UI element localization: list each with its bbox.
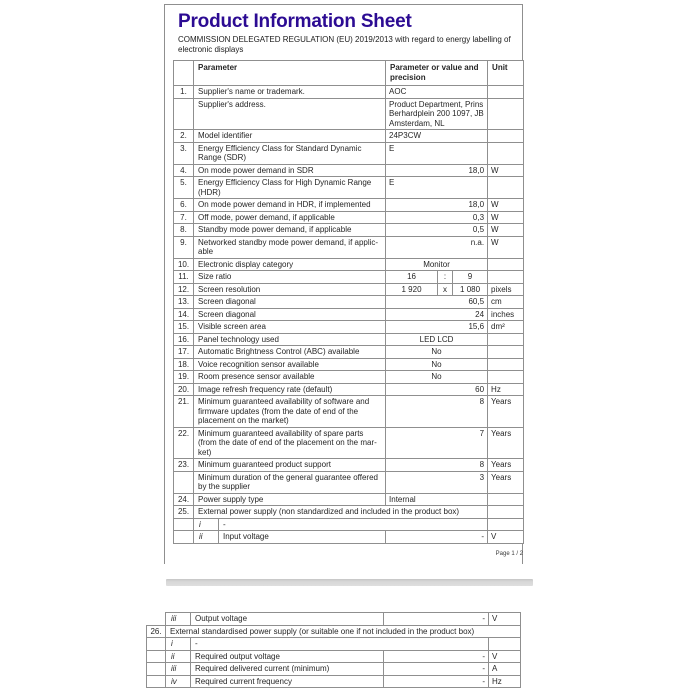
row-label: - <box>219 518 488 531</box>
table-row <box>174 321 524 334</box>
row-unit <box>488 98 524 130</box>
page-number: Page 1 / 2 <box>495 550 523 557</box>
row-value: 60,5 <box>386 296 488 309</box>
row-subindex: iii <box>166 663 191 676</box>
row-value: 8 <box>386 459 488 472</box>
row-number: 21. <box>174 396 194 428</box>
row-number <box>174 471 194 493</box>
row-value: No <box>386 346 488 359</box>
table-row <box>174 383 524 396</box>
row-unit: W <box>488 236 524 258</box>
row-unit: cm <box>488 296 524 309</box>
row-number: 4. <box>174 164 194 177</box>
table-row <box>174 308 524 321</box>
row-number: 18. <box>174 358 194 371</box>
product-info-table-page1 <box>173 60 524 544</box>
table-row <box>174 346 524 359</box>
table-row <box>174 396 524 428</box>
row-label: Size ratio <box>194 271 386 284</box>
row-value: 7 <box>386 427 488 459</box>
row-value: 24P3CW <box>386 130 488 143</box>
row-value: E <box>386 142 488 164</box>
row-unit <box>488 358 524 371</box>
header-value: Parameter or value and precision <box>386 61 488 86</box>
row-number: 5. <box>174 177 194 199</box>
row-label: Required output voltage <box>191 650 384 663</box>
row-unit: V <box>489 613 521 626</box>
row-unit: Years <box>488 427 524 459</box>
row-number <box>147 650 166 663</box>
row-number <box>174 518 194 531</box>
row-label: On mode power demand in HDR, if implemented <box>194 199 386 212</box>
row-label: Minimum guaranteed availability of spare parts (from the date of end of the placement on the mar-ket) <box>194 427 386 459</box>
row-value: - <box>384 650 489 663</box>
row-value: 3 <box>386 471 488 493</box>
page-title: Product Information Sheet <box>178 11 412 32</box>
table-row <box>174 258 524 271</box>
row-unit <box>488 177 524 199</box>
row-unit: dm² <box>488 321 524 334</box>
table-row <box>174 531 524 544</box>
document-page-2 <box>146 612 521 688</box>
table-row <box>174 86 524 99</box>
table-row <box>174 164 524 177</box>
row-number: 3. <box>174 142 194 164</box>
row-value: 8 <box>386 396 488 428</box>
row-unit <box>489 638 521 651</box>
row-label: Visible screen area <box>194 321 386 334</box>
document-page-1 <box>164 4 523 564</box>
product-info-table-page2 <box>146 612 521 688</box>
table-row <box>174 177 524 199</box>
row-number: 8. <box>174 224 194 237</box>
row-label: Energy Efficiency Class for High Dynamic Range (HDR) <box>194 177 386 199</box>
row-label: Off mode, power demand, if applicable <box>194 211 386 224</box>
row-value: 0,3 <box>386 211 488 224</box>
row-number: 6. <box>174 199 194 212</box>
row-unit <box>488 130 524 143</box>
row-number: 24. <box>174 493 194 506</box>
row-value: 16 <box>386 271 438 284</box>
row-label: Power supply type <box>194 493 386 506</box>
row-value: E <box>386 177 488 199</box>
row-unit <box>488 333 524 346</box>
row-label: Screen diagonal <box>194 308 386 321</box>
row-unit: V <box>489 650 521 663</box>
row-value: 1 080 <box>453 283 488 296</box>
page-break-divider <box>166 579 533 586</box>
row-value: No <box>386 371 488 384</box>
table-row <box>174 271 524 284</box>
table-row <box>174 236 524 258</box>
table-row <box>174 459 524 472</box>
row-value: 1 920 <box>386 283 438 296</box>
row-number: 23. <box>174 459 194 472</box>
header-parameter: Parameter <box>194 61 386 86</box>
table-header-row <box>174 61 524 86</box>
row-label: Screen resolution <box>194 283 386 296</box>
row-label: Screen diagonal <box>194 296 386 309</box>
row-value: Monitor <box>386 258 488 271</box>
page1-table-body <box>174 86 524 544</box>
row-number <box>174 98 194 130</box>
row-unit <box>488 86 524 99</box>
row-unit: inches <box>488 308 524 321</box>
row-number: 2. <box>174 130 194 143</box>
row-label: Input voltage <box>219 531 386 544</box>
table-row <box>174 296 524 309</box>
row-unit: Hz <box>488 383 524 396</box>
table-row <box>174 211 524 224</box>
row-value: 18,0 <box>386 199 488 212</box>
row-unit: Years <box>488 396 524 428</box>
table-row <box>174 199 524 212</box>
table-row <box>147 638 521 651</box>
row-number: 13. <box>174 296 194 309</box>
table-row <box>174 427 524 459</box>
row-label: Supplier's address. <box>194 98 386 130</box>
row-number: 22. <box>174 427 194 459</box>
row-value: - <box>386 531 488 544</box>
table-row <box>174 358 524 371</box>
row-unit: Years <box>488 471 524 493</box>
table-row <box>174 130 524 143</box>
row-label: Model identifier <box>194 130 386 143</box>
row-label: Required delivered current (minimum) <box>191 663 384 676</box>
row-label: Energy Efficiency Class for Standard Dynamic Range (SDR) <box>194 142 386 164</box>
row-value: 18,0 <box>386 164 488 177</box>
table-row <box>174 371 524 384</box>
row-number <box>147 613 166 626</box>
row-number: 16. <box>174 333 194 346</box>
row-value: LED LCD <box>386 333 488 346</box>
row-unit <box>488 506 524 519</box>
row-value: AOC <box>386 86 488 99</box>
row-number: 26. <box>147 625 166 638</box>
table-row <box>174 224 524 237</box>
row-label: Required current frequency <box>191 675 384 688</box>
row-subindex: iv <box>166 675 191 688</box>
row-label: Room presence sensor available <box>194 371 386 384</box>
table-row <box>174 518 524 531</box>
row-unit: Hz <box>489 675 521 688</box>
row-label: Voice recognition sensor available <box>194 358 386 371</box>
row-unit <box>488 346 524 359</box>
row-label: Minimum guaranteed availability of software and firmware updates (from the date of end of the placement on the market) <box>194 396 386 428</box>
row-label: Minimum guaranteed product support <box>194 459 386 472</box>
row-number: 9. <box>174 236 194 258</box>
table-row <box>147 613 521 626</box>
row-number: 20. <box>174 383 194 396</box>
row-unit: W <box>488 224 524 237</box>
header-unit: Unit <box>488 61 524 86</box>
row-subindex: i <box>166 638 191 651</box>
table-row <box>174 98 524 130</box>
row-number: 15. <box>174 321 194 334</box>
row-subindex: i <box>194 518 219 531</box>
row-value: - <box>384 613 489 626</box>
row-number <box>174 531 194 544</box>
row-label: External standardised power supply (or suitable one if not included in the product box) <box>166 625 521 638</box>
row-number: 25. <box>174 506 194 519</box>
row-unit: W <box>488 164 524 177</box>
table-row <box>174 333 524 346</box>
row-number: 7. <box>174 211 194 224</box>
page2-table-body <box>147 613 521 688</box>
table-row <box>174 471 524 493</box>
row-label: Image refresh frequency rate (default) <box>194 383 386 396</box>
row-value-separator: : <box>438 271 453 284</box>
row-number <box>147 638 166 651</box>
row-value: 0,5 <box>386 224 488 237</box>
row-unit <box>488 493 524 506</box>
row-value: n.a. <box>386 236 488 258</box>
row-label: External power supply (non standardized and included in the product box) <box>194 506 488 519</box>
row-label: On mode power demand in SDR <box>194 164 386 177</box>
row-unit: W <box>488 199 524 212</box>
row-label: Minimum duration of the general guarantee offered by the supplier <box>194 471 386 493</box>
row-number: 12. <box>174 283 194 296</box>
row-unit: W <box>488 211 524 224</box>
row-value: - <box>384 675 489 688</box>
row-subindex: ii <box>194 531 219 544</box>
row-value: 60 <box>386 383 488 396</box>
row-label: Panel technology used <box>194 333 386 346</box>
row-label: Supplier's name or trademark. <box>194 86 386 99</box>
row-label: Electronic display category <box>194 258 386 271</box>
table-row <box>147 650 521 663</box>
row-value: - <box>384 663 489 676</box>
row-unit <box>488 371 524 384</box>
row-number: 1. <box>174 86 194 99</box>
row-number <box>147 675 166 688</box>
row-label: Automatic Brightness Control (ABC) available <box>194 346 386 359</box>
row-number: 11. <box>174 271 194 284</box>
row-value-separator: x <box>438 283 453 296</box>
table-row <box>147 675 521 688</box>
row-number: 19. <box>174 371 194 384</box>
row-unit <box>488 518 524 531</box>
row-label: Standby mode power demand, if applicable <box>194 224 386 237</box>
table-row <box>174 283 524 296</box>
row-unit <box>488 258 524 271</box>
row-number <box>147 663 166 676</box>
row-label: Output voltage <box>191 613 384 626</box>
row-label: Networked standby mode power demand, if applic-able <box>194 236 386 258</box>
row-unit: A <box>489 663 521 676</box>
row-unit: Years <box>488 459 524 472</box>
table-row <box>174 493 524 506</box>
row-subindex: iii <box>166 613 191 626</box>
header-number-cell <box>174 61 194 86</box>
row-unit <box>488 271 524 284</box>
row-value: Product Department, Prins Berhardplein 200 1097, JB Amsterdam, NL <box>386 98 488 130</box>
row-value: No <box>386 358 488 371</box>
row-label: - <box>191 638 489 651</box>
row-unit <box>488 142 524 164</box>
row-subindex: ii <box>166 650 191 663</box>
row-number: 14. <box>174 308 194 321</box>
page-subtitle: COMMISSION DELEGATED REGULATION (EU) 2019/2013 with regard to energy labelling of electronic displays <box>178 35 511 54</box>
table-row <box>147 625 521 638</box>
row-number: 10. <box>174 258 194 271</box>
row-number: 17. <box>174 346 194 359</box>
row-value: 9 <box>453 271 488 284</box>
row-value: Internal <box>386 493 488 506</box>
row-value: 24 <box>386 308 488 321</box>
table-row <box>147 663 521 676</box>
row-unit: V <box>488 531 524 544</box>
table-row <box>174 142 524 164</box>
table-row <box>174 506 524 519</box>
row-value: 15,6 <box>386 321 488 334</box>
row-unit: pixels <box>488 283 524 296</box>
